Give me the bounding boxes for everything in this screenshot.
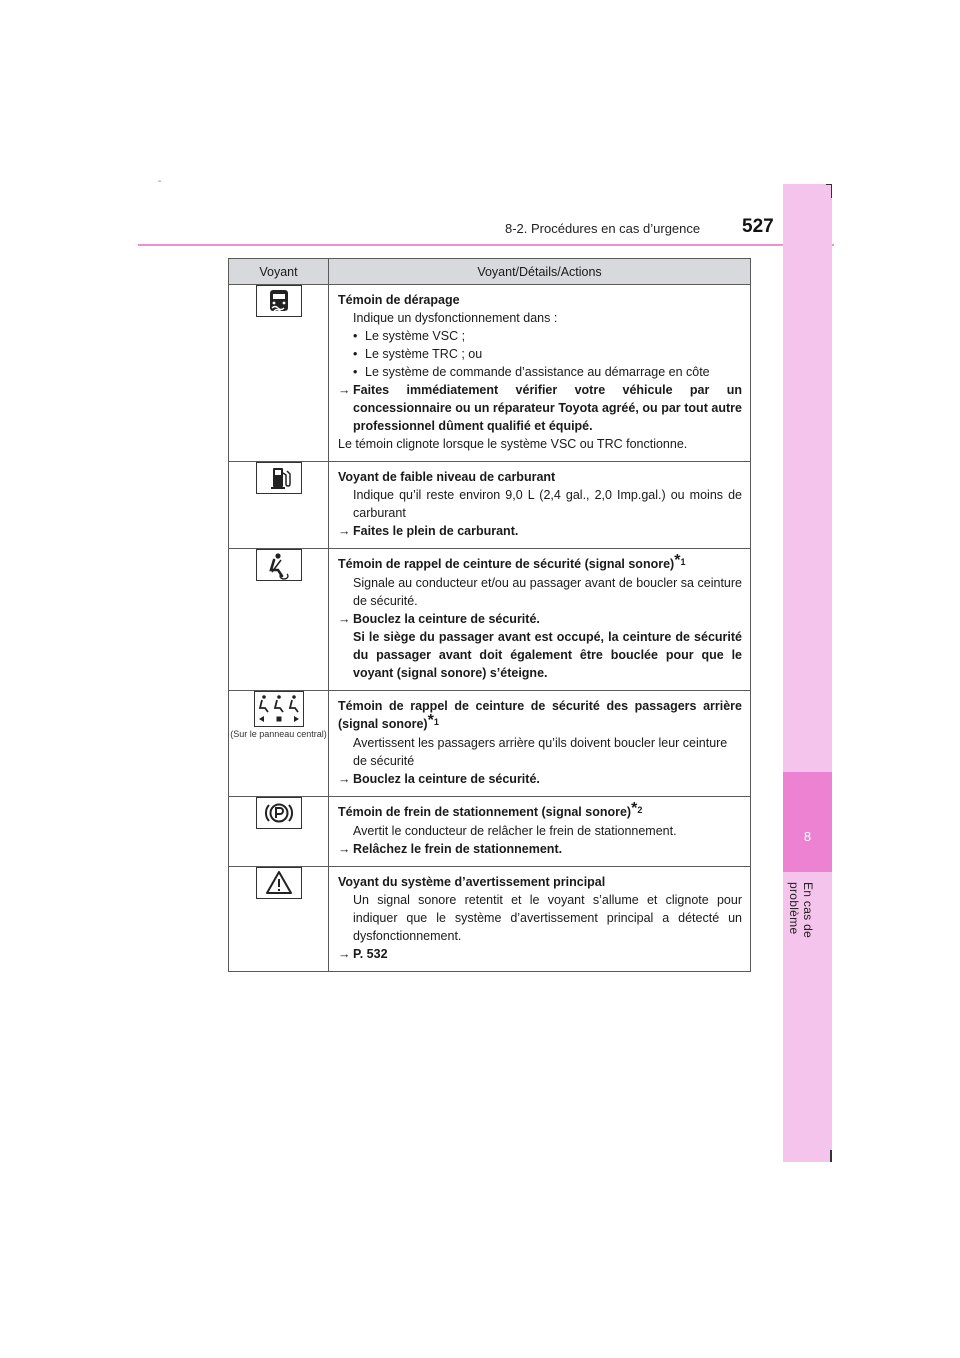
parking-brake-icon bbox=[256, 797, 302, 829]
action-line: → Faites le plein de carburant. bbox=[338, 524, 519, 538]
light-title: Témoin de rappel de ceinture de sécurité (signal sonore)$^{*1}$ bbox=[338, 552, 686, 571]
section-title: 8-2. Procédures en cas d’urgence bbox=[505, 221, 701, 236]
footnote-mark: *1 bbox=[427, 712, 439, 729]
column-header-light: Voyant bbox=[229, 259, 329, 285]
list-item: • Le système de commande d’assistance au démarrage en côte bbox=[353, 365, 710, 379]
icon-cell bbox=[229, 285, 329, 462]
icon-cell bbox=[229, 549, 329, 691]
corner-dash: - bbox=[158, 176, 162, 187]
detail-text: Indique un dysfonctionnement dans : bbox=[353, 311, 558, 325]
action-line: → Bouclez la ceinture de sécurité. bbox=[338, 772, 540, 786]
action-line: → Bouclez la ceinture de sécurité. bbox=[338, 612, 540, 626]
rear-seatbelt-icon bbox=[254, 691, 304, 727]
detail-text: Un signal sonore retentit et le voyant s’allume et clignote pour indiquer que le système d’avertissement principal a détecté un dysfonctionnement. bbox=[353, 893, 742, 943]
details-cell bbox=[329, 867, 751, 972]
list-item: • Le système TRC ; ou bbox=[353, 347, 483, 361]
chapter-number: 8 bbox=[803, 829, 812, 844]
chapter-side-tab bbox=[783, 184, 832, 1162]
light-title: Témoin de rappel de ceinture de sécurité des passagers arrière (signal sonore)$^{*1}$ bbox=[338, 699, 742, 731]
light-title: Voyant de faible niveau de carburant bbox=[338, 470, 556, 484]
table-row bbox=[229, 867, 751, 972]
action-line: → Faites immédiatement vérifier votre véhicule par un concessionnaire ou un réparateur Toyota agréé, ou par tout autre professionnel dûment qualifié et équipé. bbox=[338, 383, 742, 433]
master-warning-icon bbox=[256, 867, 302, 899]
arrow-icon: → bbox=[338, 383, 351, 397]
detail-text: Avertit le conducteur de relâcher le frein de stationnement. bbox=[353, 824, 677, 838]
icon-cell bbox=[229, 867, 329, 972]
light-title: Témoin de frein de stationnement (signal sonore)$^{*2}$ bbox=[338, 800, 643, 819]
icon-cell bbox=[229, 797, 329, 867]
action-line: → P. 532 bbox=[338, 947, 388, 961]
icon-caption: (Sur le panneau central) bbox=[230, 729, 327, 739]
icon-cell bbox=[229, 462, 329, 549]
table-row bbox=[229, 285, 751, 462]
light-title: Témoin de dérapage bbox=[338, 293, 460, 307]
details-cell bbox=[329, 691, 751, 797]
arrow-icon: → bbox=[338, 947, 351, 961]
page-number: 527 bbox=[742, 216, 774, 237]
table-row bbox=[229, 462, 751, 549]
footnote-mark: *1 bbox=[674, 552, 686, 569]
action-line: → Relâchez le frein de stationnement. bbox=[338, 842, 563, 856]
crop-mark-top bbox=[826, 184, 832, 198]
table-row bbox=[229, 691, 751, 797]
details-cell bbox=[329, 462, 751, 549]
table-row bbox=[229, 797, 751, 867]
arrow-icon: → bbox=[338, 842, 351, 856]
detail-text: Indique qu’il reste environ 9,0 L (2,4 gal., 2,0 Imp.gal.) ou moins de carburant bbox=[353, 488, 742, 520]
arrow-icon: → bbox=[338, 524, 351, 538]
table-row bbox=[229, 549, 751, 691]
seatbelt-icon bbox=[256, 549, 302, 581]
chapter-title: En cas de problème bbox=[787, 882, 815, 939]
warning-lights-table bbox=[228, 258, 751, 972]
crop-mark-bottom bbox=[830, 1150, 832, 1162]
details-cell bbox=[329, 285, 751, 462]
details-cell bbox=[329, 549, 751, 691]
list-item: • Le système VSC ; bbox=[353, 329, 466, 343]
chapter-marker bbox=[783, 772, 832, 872]
column-header-details: Voyant/Détails/Actions bbox=[329, 259, 751, 285]
icon-cell bbox=[229, 691, 329, 797]
action-note: Si le siège du passager avant est occupé, la ceinture de sécurité du passager avant doit également être bouclée pour que le voyant (signal sonore) s’éteigne. bbox=[353, 630, 742, 680]
arrow-icon: → bbox=[338, 772, 351, 786]
light-title: Voyant du système d’avertissement principal bbox=[338, 875, 606, 889]
arrow-icon: → bbox=[338, 612, 351, 626]
footnote-mark: *2 bbox=[631, 800, 643, 817]
skid-indicator-icon bbox=[256, 285, 302, 317]
header-rule bbox=[138, 244, 834, 246]
table-header-row bbox=[229, 259, 751, 285]
fuel-pump-icon bbox=[256, 462, 302, 494]
details-cell bbox=[329, 797, 751, 867]
detail-text: Signale au conducteur et/ou au passager avant de boucler sa ceinture de sécurité. bbox=[353, 576, 742, 608]
detail-text: Avertissent les passagers arrière qu’ils doivent boucler leur ceinture de sécurité bbox=[353, 736, 728, 768]
note-text: Le témoin clignote lorsque le système VSC ou TRC fonctionne. bbox=[338, 437, 688, 451]
